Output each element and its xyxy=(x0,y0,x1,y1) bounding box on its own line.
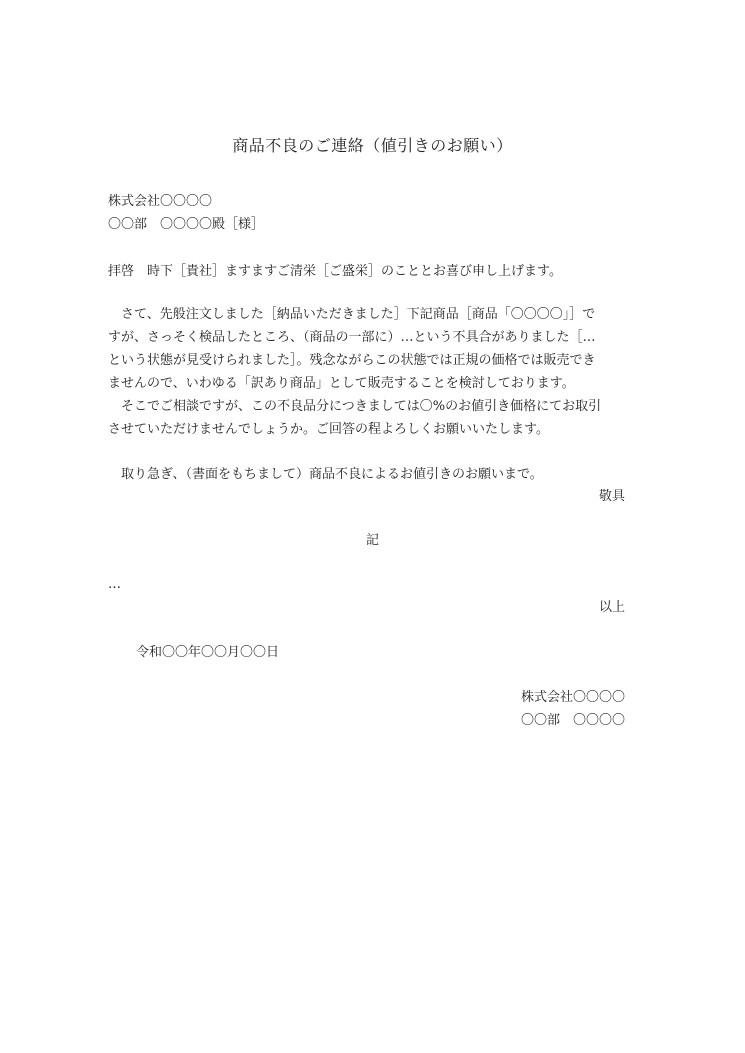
sender-person: 〇〇部 〇〇〇〇 xyxy=(520,713,625,728)
body-line: ませんので、いわゆる「訳あり商品」として販売することを検討しております。 xyxy=(108,376,575,391)
items-ellipsis: … xyxy=(108,577,121,592)
sender-company: 株式会社〇〇〇〇 xyxy=(520,690,625,705)
body-line: すが、さっそく検品したところ、（商品の一部に）…という不具合がありました［… xyxy=(108,330,596,345)
body-line: そこでご相談ですが、この不良品分につきましては〇%のお値引き価格にてお取引 xyxy=(108,399,602,414)
closing-keigu: 敬具 xyxy=(598,489,625,504)
body-line: させていただけませんでしょうか。ご回答の程よろしくお願いいたします。 xyxy=(108,422,549,437)
date: 令和〇〇年〇〇月〇〇日 xyxy=(136,645,280,660)
body-line: という状態が見受けられました］。残念ながらこの状態では正規の価格では販売でき xyxy=(108,353,596,368)
ijou: 以上 xyxy=(598,600,625,615)
body-line: さて、先般注文しました［納品いただきました］下記商品［商品「〇〇〇〇」］で xyxy=(108,307,596,322)
document-title: 商品不良のご連絡（値引きのお願い） xyxy=(232,136,513,155)
closing-line: 取り急ぎ、（書面をもちまして）商品不良によるお値引きのお願いまで。 xyxy=(108,467,543,482)
recipient-company: 株式会社〇〇〇〇 xyxy=(108,194,213,209)
recipient-person: 〇〇部 〇〇〇〇殿［様］ xyxy=(108,217,265,232)
greeting: 拝啓 時下［貴社］ますますご清栄［ご盛栄］のこととお喜び申し上げます。 xyxy=(108,264,562,279)
ki-heading: 記 xyxy=(365,533,379,548)
